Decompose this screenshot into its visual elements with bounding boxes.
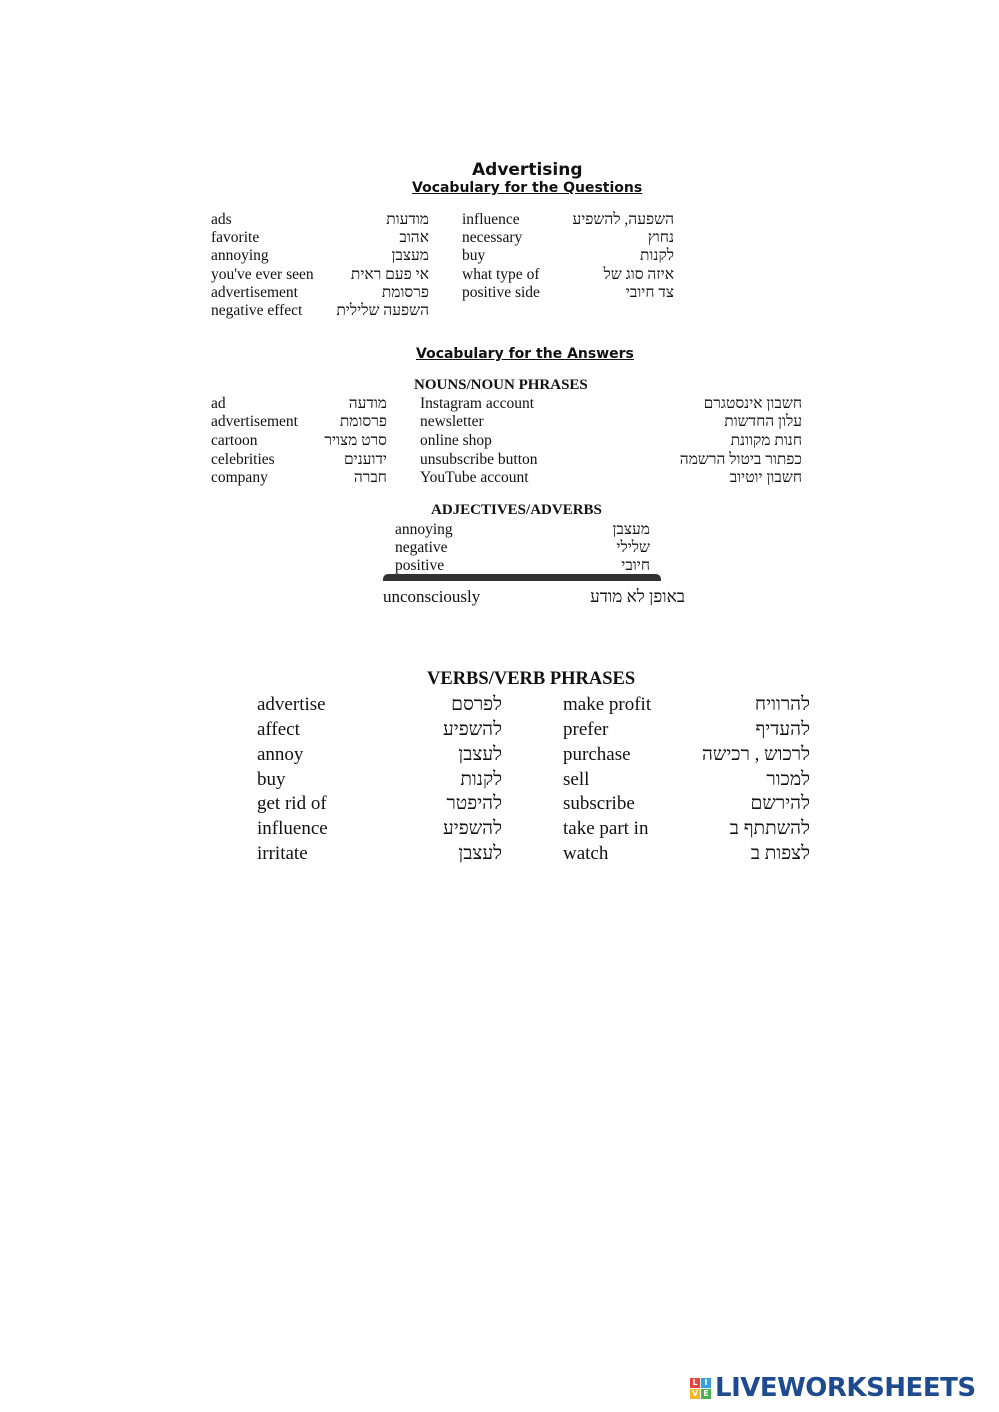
vocab-en: favorite xyxy=(211,229,260,246)
vocab-en: prefer xyxy=(563,719,609,740)
vocab-he: מעצבן xyxy=(612,521,650,538)
liveworksheets-wordmark: LIVEWORKSHEETS xyxy=(715,1373,976,1403)
vocab-he: שלילי xyxy=(616,539,650,556)
vocab-he: להרוויח xyxy=(754,694,810,715)
vocab-en: buy xyxy=(257,769,286,790)
page-title: Advertising xyxy=(472,160,583,180)
vocab-he: לרכוש , רכישה xyxy=(701,744,810,765)
vocab-en: get rid of xyxy=(257,793,327,814)
vocab-he: לפרסם xyxy=(451,694,502,715)
logo-tile: L xyxy=(690,1378,700,1388)
vocab-he: חברה xyxy=(353,469,387,486)
vocab-he: חשבון יוטיוב xyxy=(729,469,802,486)
vocab-he: להשפיע xyxy=(443,719,502,740)
vocab-he: חנות מקוונת xyxy=(730,432,802,449)
vocab-en: advertise xyxy=(257,694,326,715)
vocab-en: YouTube account xyxy=(420,469,529,486)
vocab-he: לקנות xyxy=(460,769,502,790)
vocab-he: להירשם xyxy=(750,793,810,814)
vocab-en: sell xyxy=(563,769,590,790)
vocab-he: עלון החדשות xyxy=(724,413,802,430)
vocab-en: make profit xyxy=(563,694,652,715)
vocab-en: take part in xyxy=(563,818,649,839)
vocab-en: irritate xyxy=(257,843,308,864)
vocab-en: negative effect xyxy=(211,302,303,319)
vocab-en: company xyxy=(211,469,268,486)
liveworksheets-logo-icon xyxy=(690,1378,711,1399)
vocab-en: annoy xyxy=(257,744,304,765)
vocab-he: השפעה, להשפיע xyxy=(572,211,674,228)
vocab-he: פרסומת xyxy=(339,413,387,430)
vocab-en: ads xyxy=(211,211,232,228)
vocab-en: influence xyxy=(462,211,520,228)
vocab-he: חיובי xyxy=(621,557,650,574)
vocab-he: לקנות xyxy=(639,247,674,264)
vocab-en: unsubscribe button xyxy=(420,451,538,468)
vocab-en: purchase xyxy=(563,744,631,765)
vocab-he: באופן לא מודע xyxy=(590,587,685,606)
vocab-he: כפתור ביטול הרשמה xyxy=(679,451,802,468)
logo-tile: I xyxy=(701,1378,711,1388)
vocab-en: positive xyxy=(395,557,445,574)
vocab-en: annoying xyxy=(211,247,269,264)
vocab-he: צד חיובי xyxy=(625,284,674,301)
logo-tile: V xyxy=(691,1388,699,1398)
answers-heading: Vocabulary for the Answers xyxy=(416,346,634,362)
vocab-en: subscribe xyxy=(563,793,635,814)
vocab-he: לצפות ב xyxy=(750,843,810,864)
vocab-he: להשתתף ב xyxy=(729,818,810,839)
verbs-heading: VERBS/VERB PHRASES xyxy=(427,669,636,689)
vocab-en: advertisement xyxy=(211,284,298,301)
vocab-en: positive side xyxy=(462,284,540,301)
vocab-en: annoying xyxy=(395,521,453,538)
nouns-heading: NOUNS/NOUN PHRASES xyxy=(414,377,588,393)
vocab-he: למכור xyxy=(766,769,810,790)
vocab-en: you've ever seen xyxy=(211,266,314,283)
vocab-en: buy xyxy=(462,247,486,264)
vocab-he: השפעה שלילית xyxy=(336,302,429,319)
vocab-en: necessary xyxy=(462,229,523,246)
vocab-en: affect xyxy=(257,719,300,740)
vocab-en: cartoon xyxy=(211,432,258,449)
questions-heading: Vocabulary for the Questions xyxy=(412,180,643,196)
liveworksheets-brand[interactable] xyxy=(690,1374,976,1402)
section-divider xyxy=(383,574,661,581)
vocab-he: סרט מצויר xyxy=(324,432,387,449)
vocab-en: negative xyxy=(395,539,448,556)
vocab-he: חשבון אינסטגרם xyxy=(703,395,802,412)
vocab-en: influence xyxy=(257,818,328,839)
vocab-he: איזה סוג של xyxy=(603,266,674,283)
vocab-en: ad xyxy=(211,395,226,412)
vocab-en: newsletter xyxy=(420,413,484,430)
vocab-he: לעצבן xyxy=(458,744,502,765)
vocab-en: what type of xyxy=(462,266,540,283)
vocab-he: מעצבן xyxy=(391,247,429,264)
vocab-he: להשפיע xyxy=(443,818,502,839)
vocab-he: אי פעם ראית xyxy=(350,266,429,283)
vocab-he: מודעה xyxy=(348,395,387,412)
vocab-he: מודעות xyxy=(386,211,429,228)
vocab-en: celebrities xyxy=(211,451,275,468)
vocab-he: אהוב xyxy=(399,229,429,246)
vocab-he: לעצבן xyxy=(458,843,502,864)
vocab-he: להעדיף xyxy=(755,719,810,740)
adjectives-heading: ADJECTIVES/ADVERBS xyxy=(431,502,602,518)
vocab-he: ידוענים xyxy=(343,451,387,468)
vocab-he: פרסומת xyxy=(381,284,429,301)
vocab-en: advertisement xyxy=(211,413,298,430)
vocab-en: watch xyxy=(563,843,609,864)
logo-tile: E xyxy=(701,1389,711,1399)
vocab-en: Instagram account xyxy=(420,395,535,412)
vocab-en: unconsciously xyxy=(383,587,481,606)
vocab-en: online shop xyxy=(420,432,492,449)
vocab-he: נחוץ xyxy=(647,229,674,246)
vocab-he: להיפטר xyxy=(446,793,502,814)
